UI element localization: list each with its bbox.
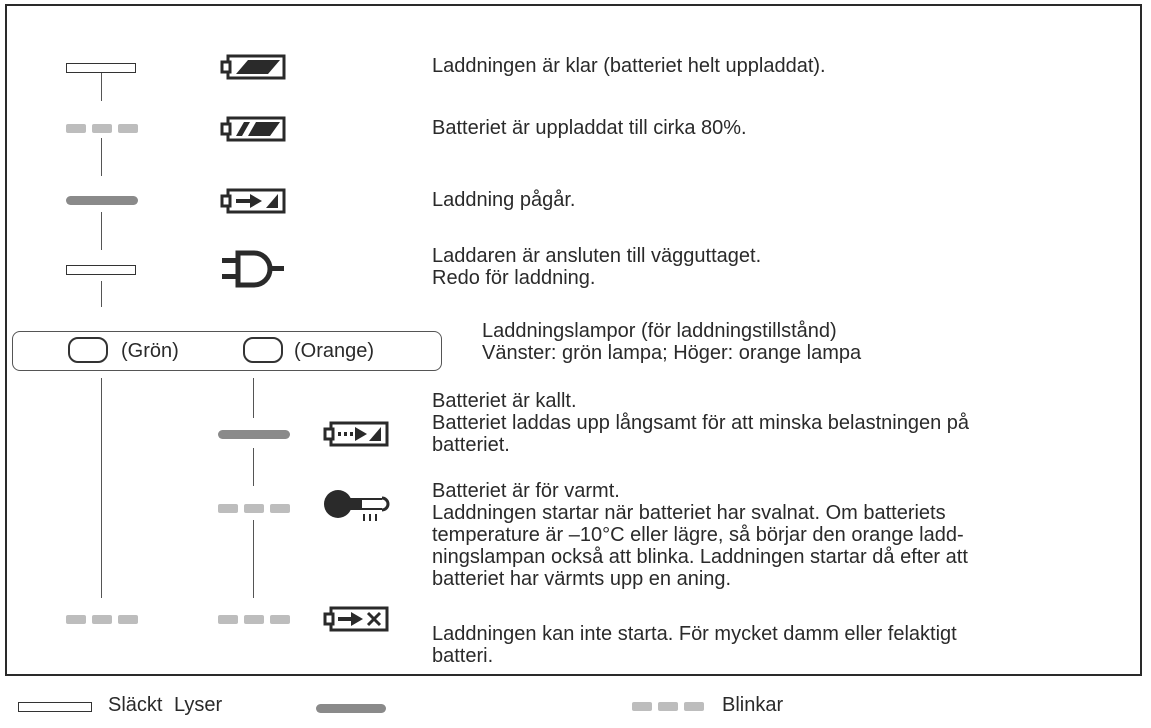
green-lamp-connector <box>101 212 102 250</box>
orange-lamp-indicator <box>243 337 283 363</box>
battery-charging-icon <box>220 188 286 214</box>
legend-blink-label: Blinkar <box>722 694 784 716</box>
thermometer-hot-icon <box>322 488 394 524</box>
green-lamp-connector <box>101 281 102 307</box>
row-1-text: Laddningen är klar (batteriet helt uppladdat). <box>432 55 826 77</box>
green-lamp-off <box>66 265 136 275</box>
row-5-text: Batteriet är kallt. Batteriet laddas upp långsamt för att minska belastningen på batteriet. <box>432 390 969 456</box>
battery-slow-charge-icon <box>323 421 389 447</box>
green-lamp-blink <box>66 615 138 624</box>
green-lamp-label: (Grön) <box>121 340 179 362</box>
lamps-description: Laddningslampor (för laddningstillstånd) Vänster: grön lampa; Höger: orange lampa <box>482 320 862 364</box>
green-lamp-connector <box>101 73 102 101</box>
orange-lamp-blink <box>218 615 290 624</box>
row-6-text: Batteriet är för varmt. Laddningen startar när batteriet har svalnat. Om batteriets temperature är –10°C eller lägre, så börjar den orange ladd- ningslampan också att blinka. Laddningen startar då efter att batteriet har värmts upp en aning. <box>432 480 968 590</box>
green-lamp-blink <box>66 124 138 133</box>
legend-on-label: Lyser <box>174 694 223 716</box>
plug-icon <box>220 250 286 288</box>
battery-80-icon <box>220 116 286 142</box>
green-lamp-on <box>66 196 138 205</box>
row-2-text: Batteriet är uppladdat till cirka 80%. <box>432 117 747 139</box>
green-lamp-indicator <box>68 337 108 363</box>
orange-lamp-on <box>218 430 290 439</box>
battery-error-icon <box>323 606 389 632</box>
green-lamp-connector <box>101 138 102 176</box>
green-lamp-connector <box>101 378 102 598</box>
legend-on-swatch <box>316 704 386 713</box>
charging-lamps-box <box>12 331 442 371</box>
orange-lamp-connector <box>253 448 254 486</box>
orange-lamp-connector <box>253 378 254 418</box>
orange-lamp-connector <box>253 520 254 598</box>
legend-off-label: Släckt <box>108 694 163 716</box>
orange-lamp-label: (Orange) <box>294 340 375 362</box>
legend-off-swatch <box>18 702 92 712</box>
orange-lamp-blink <box>218 504 290 513</box>
green-lamp-off <box>66 63 136 73</box>
row-4-text: Laddaren är ansluten till vägguttaget. Redo för laddning. <box>432 245 762 289</box>
legend-blink-swatch <box>632 702 704 711</box>
row-3-text: Laddning pågår. <box>432 189 576 211</box>
row-7-text: Laddningen kan inte starta. För mycket damm eller felaktigt batteri. <box>432 623 957 667</box>
battery-full-icon <box>220 54 286 80</box>
